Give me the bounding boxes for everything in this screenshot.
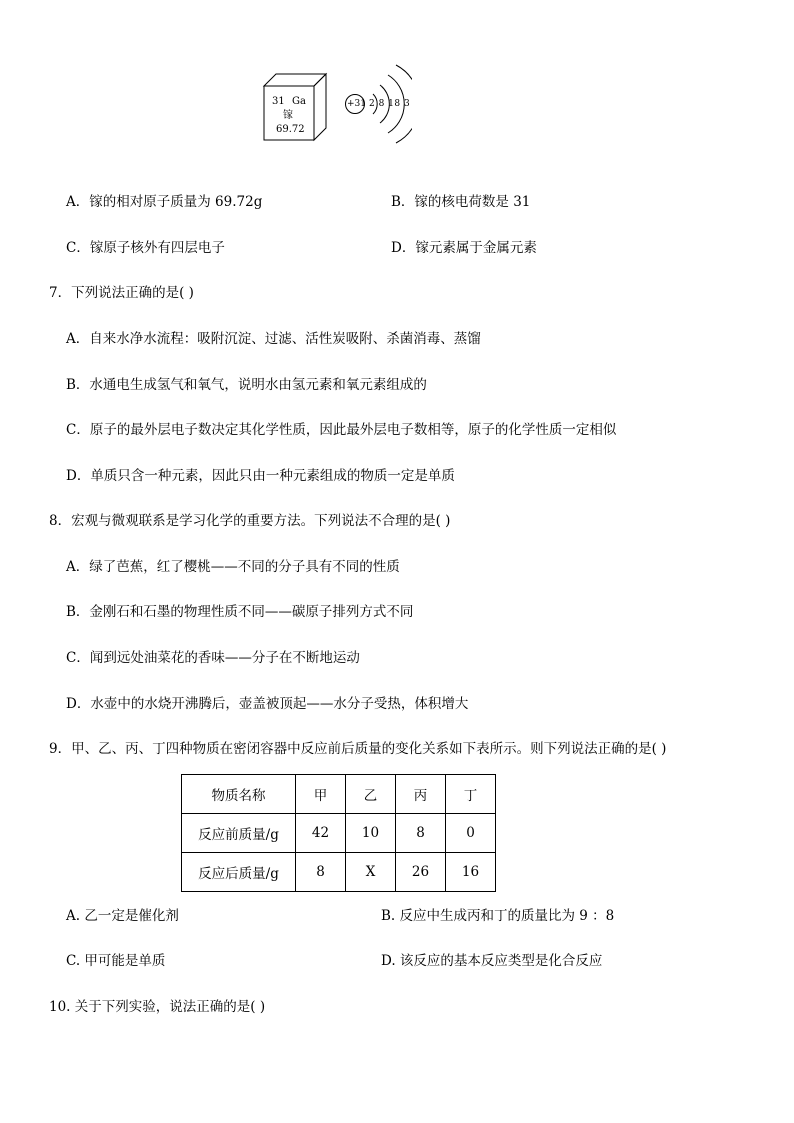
- element-number: 31: [272, 96, 285, 107]
- table-header-cell: 丁: [446, 775, 496, 814]
- q6-option-a: A．镓的相对原子质量为 69.72g: [66, 194, 263, 210]
- table-header-cell: 物质名称: [182, 775, 296, 814]
- q6-option-d: D．镓元素属于金属元素: [391, 240, 537, 256]
- table-cell: 26: [396, 853, 446, 892]
- element-symbol: Ga: [292, 96, 306, 107]
- table-row: [182, 853, 496, 892]
- element-mass: 69.72: [276, 124, 305, 135]
- q9-stem: 9．甲、乙、丙、丁四种物质在密闭容器中反应前后质量的变化关系如下表所示。则下列说法正确的是( ): [49, 741, 667, 757]
- q9-option-a: A. 乙一定是催化剂: [66, 908, 179, 924]
- q7-stem: 7．下列说法正确的是( ): [49, 285, 194, 301]
- table-cell: 16: [446, 853, 496, 892]
- table-cell: 反应前质量/g: [182, 814, 296, 853]
- shell-electrons: 2 8 18 3: [369, 99, 411, 109]
- element-name: 镓: [283, 110, 293, 121]
- table-cell: X: [346, 853, 396, 892]
- table-cell: 反应后质量/g: [182, 853, 296, 892]
- q9-option-b: B. 反应中生成丙和丁的质量比为 9 ：8: [381, 908, 615, 924]
- table-cell: 8: [296, 853, 346, 892]
- nucleus-charge: +31: [347, 99, 366, 109]
- table-header-cell: 甲: [296, 775, 346, 814]
- mass-change-table: [181, 774, 496, 892]
- q9-option-c: C. 甲可能是单质: [66, 953, 166, 969]
- q7-option-b: B．水通电生成氢气和氧气，说明水由氢元素和氧元素组成的: [66, 377, 427, 393]
- element-card: [262, 72, 336, 142]
- q6-option-b: B．镓的核电荷数是 31: [391, 194, 531, 210]
- table-cell: 10: [346, 814, 396, 853]
- q7-option-d: D．单质只含一种元素，因此只由一种元素组成的物质一定是单质: [66, 468, 455, 484]
- q9-option-d: D. 该反应的基本反应类型是化合反应: [381, 953, 603, 969]
- q8-stem: 8．宏观与微观联系是学习化学的重要方法。下列说法不合理的是( ): [49, 513, 451, 529]
- table-cell: 0: [446, 814, 496, 853]
- q8-option-b: B．金刚石和石墨的物理性质不同——碳原子排列方式不同: [66, 604, 414, 620]
- q7-option-a: A．自来水净水流程：吸附沉淀、过滤、活性炭吸附、杀菌消毒、蒸馏: [66, 331, 481, 347]
- table-row: [182, 814, 496, 853]
- atom-structure-diagram: [342, 60, 412, 150]
- table-header-cell: 丙: [396, 775, 446, 814]
- table-cell: 8: [396, 814, 446, 853]
- q7-option-c: C．原子的最外层电子数决定其化学性质，因此最外层电子数相等，原子的化学性质一定相似: [66, 422, 617, 438]
- table-header-row: [182, 775, 496, 814]
- table-cell: 42: [296, 814, 346, 853]
- q8-option-c: C．闻到远处油菜花的香味——分子在不断地运动: [66, 650, 360, 666]
- q8-option-d: D．水壶中的水烧开沸腾后，壶盖被顶起——水分子受热，体积增大: [66, 696, 469, 712]
- q8-option-a: A．绿了芭蕉，红了樱桃——不同的分子具有不同的性质: [66, 559, 400, 575]
- q10-stem: 10. 关于下列实验，说法正确的是( ): [49, 999, 266, 1015]
- table-header-cell: 乙: [346, 775, 396, 814]
- q6-option-c: C．镓原子核外有四层电子: [66, 240, 225, 256]
